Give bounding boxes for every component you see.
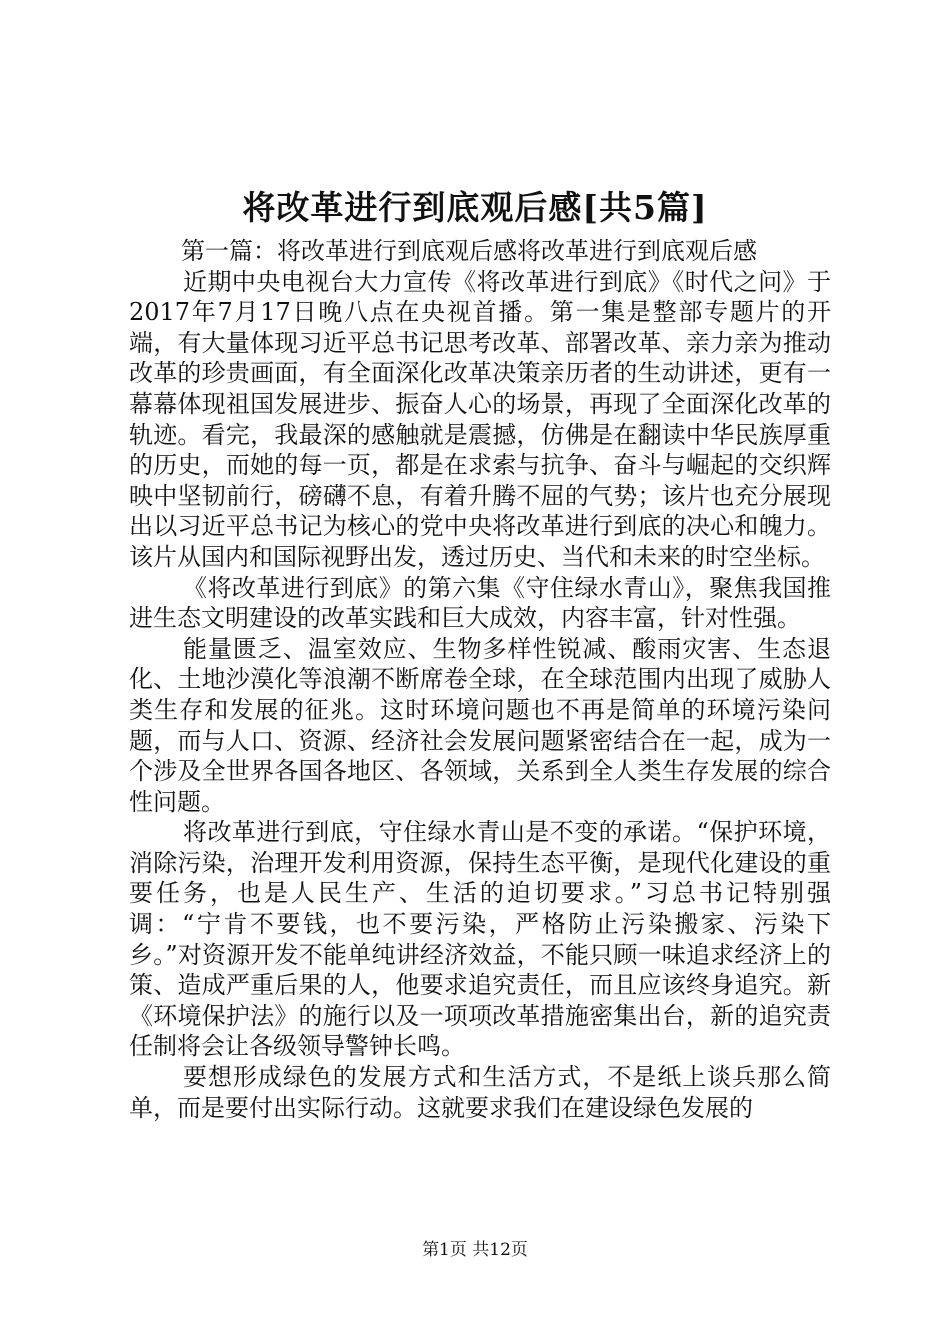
document-title: 将改革进行到底观后感[共5篇]: [242, 188, 708, 227]
document-body: [129, 236, 831, 1123]
paragraph-3: 能量匮乏、温室效应、生物多样性锐减、酸雨灾害、生态退化、土地沙漠化等浪潮不断席卷全球，在全球范围内出现了威胁人类生存和发展的征兆。这时环境问题也不再是简单的环境污染问题，而与人口、资源、经济社会发展问题紧密结合在一起，成为一个涉及全世界各国各地区、各领域，关系到全人类生存发展的综合性问题。: [129, 634, 831, 816]
paragraph-2: 《将改革进行到底》的第六集《守住绿水青山》，聚焦我国推进生态文明建设的改革实践和巨大成效，内容丰富，针对性强。: [129, 573, 831, 633]
page-number-footer: 第1页 共12页: [422, 1240, 528, 1260]
paragraph-1: 近期中央电视台大力宣传《将改革进行到底》《时代之问》于2017年7月17日晚八点在央视首播。第一集是整部专题片的开端，有大量体现习近平总书记思考改革、部署改革、亲力亲为推动改革的珍贵画面，有全面深化改革决策亲历者的生动讲述，更有一幕幕体现祖国发展进步、振奋人心的场景，再现了全面深化改革的轨迹。看完，我最深的感触就是震撼，仿佛是在翻读中华民族厚重的历史，而她的每一页，都是在求索与抗争、奋斗与崛起的交织辉映中坚韧前行，磅礴不息，有着升腾不屈的气势；该片也充分展现出以习近平总书记为核心的党中央将改革进行到底的决心和魄力。该片从国内和国际视野出发，透过历史、当代和未来的时空坐标。: [129, 267, 831, 571]
section-heading: 第一篇：将改革进行到底观后感将改革进行到底观后感: [181, 237, 757, 265]
paragraph-5: 要想形成绿色的发展方式和生活方式，不是纸上谈兵那么简单，而是要付出实际行动。这就要求我们在建设绿色发展的: [129, 1063, 831, 1122]
paragraph-4: 将改革进行到底，守住绿水青山是不变的承诺。“保护环境，消除污染，治理开发利用资源，保持生态平衡，是现代化建设的重要任务，也是人民生产、生活的迫切要求。”习总书记特别强调：“宁肯不要钱，也不要污染，严格防止污染搬家、污染下乡。”对资源开发不能单纯讲经济效益，不能只顾一味追求经济上的策、造成严重后果的人，他要求追究责任，而且应该终身追究。新《环境保护法》的施行以及一项项改革措施密集出台，新的追究责任制将会让各级领导警钟长鸣。: [129, 818, 831, 1061]
